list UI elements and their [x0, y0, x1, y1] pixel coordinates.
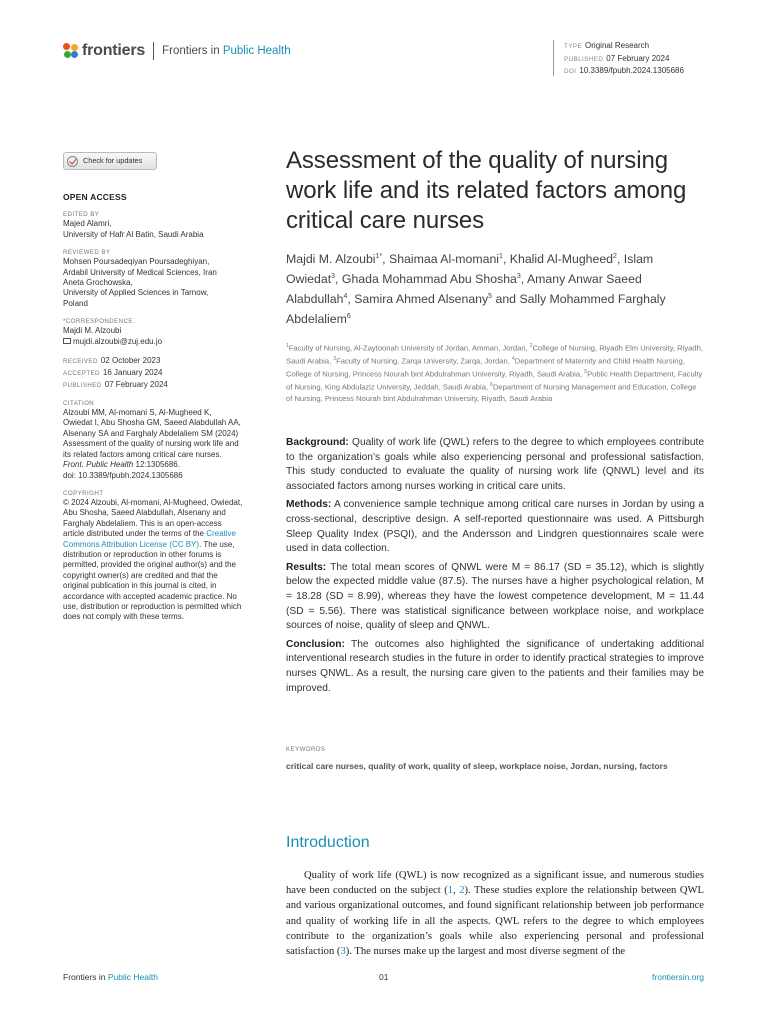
- type-row: TYPE Original Research: [564, 41, 650, 50]
- correspondence-email[interactable]: mujdi.alzoubi@zuj.edu.jo: [63, 337, 243, 347]
- reviewed-by: Mohsen Poursadeqiyan Poursadeghiyan, Ardabil University of Medical Sciences, Iran Aneta Grochowska, University of Applied Sciences in Tarnow, Poland: [63, 257, 217, 308]
- citation-label: CITATION: [63, 400, 95, 408]
- check-for-updates-button[interactable]: Check for updates: [63, 152, 157, 170]
- affiliation-text: Department of Nursing Management and Education, College of Nursing, Princess Nourah bint Abdulrahman University, Riyadh, Saudi Arabia: [286, 383, 697, 403]
- article-sidebar: [63, 152, 243, 623]
- affiliation-sup: 5: [584, 369, 588, 376]
- published-date: 07 February 2024: [104, 380, 168, 390]
- mail-icon: [63, 338, 71, 344]
- author-name[interactable]: Majdi M. Alzoubi: [286, 252, 376, 267]
- affiliation-text: Faculty of Nursing, Al-Zaytoonah University of Jordan, Amman, Jordan,: [288, 343, 530, 353]
- edited-by-label: EDITED BY: [63, 211, 100, 219]
- keywords-label: KEYWORDS: [286, 746, 326, 753]
- reference-link[interactable]: 2: [459, 885, 465, 897]
- page-header: [63, 40, 713, 76]
- open-access-label: OPEN ACCESS: [63, 192, 127, 202]
- article-header: [286, 146, 704, 404]
- author-affiliation-sup: 5: [488, 293, 493, 301]
- abstract-conclusion: Conclusion: The outcomes also highlighted the significance of undertaking additional interventional research studies in the future in order to identify practical strategies to improve nurses QNWL. As a result, the nursing care given to the patients and their families may be improved.: [286, 638, 704, 694]
- introduction-paragraph: Quality of work life (QWL) is now recognized as a significant issue, and numerous studies have been conducted on the subject (1, 2). These studies explore the relationship between QWL and various organizational outcomes, and found significant relationship between job performance and quality of working life in all the aspects. QWL refers to the degree to which employees contribute to the organization’s goals while also experiencing personal and professional satisfaction (3). The nurses make up the largest and most diverse segment of the: [286, 870, 704, 958]
- author-name[interactable]: Islam Owiedat: [286, 252, 654, 287]
- brand-name: frontiers: [82, 42, 146, 59]
- affiliation-sup: 3: [333, 356, 337, 363]
- introduction-heading: Introduction: [286, 834, 370, 851]
- affiliation-sup: 1: [286, 343, 289, 350]
- author-affiliation-sup: 6: [346, 313, 351, 321]
- license-link[interactable]: Creative Commons Attribution License (CC BY): [63, 529, 236, 549]
- abstract-methods: Methods: A convenience sample technique among critical care nurses in Jordan by using a cross-sectional, descriptive design. A self-reported questionnaire was used. A Pittsburgh Sleep Quality Index (PSQI), and the Andersson and Lindgren questionnaires scale were used in data collection.: [286, 499, 704, 555]
- received-date: 02 October 2023: [100, 356, 161, 366]
- keywords: critical care nurses, quality of work, quality of sleep, workplace noise, Jordan, nursing, factors: [286, 761, 668, 771]
- affiliation-text: Faculty of Nursing, Zarqa University, Zarqa, Jordan,: [336, 356, 512, 366]
- author-name[interactable]: Shaimaa Al-momani: [389, 252, 500, 267]
- abstract: [286, 436, 704, 700]
- journal-prefix: Frontiers in: [162, 45, 220, 57]
- footer-journal[interactable]: Frontiers in Public Health: [63, 972, 158, 982]
- journal-name[interactable]: [162, 45, 291, 57]
- author-list: Majdi M. Alzoubi$^{1*}$, Shaimaa Al-momani$^1$, Khalid Al-Mugheed$^2$, Islam Owiedat$^3$, Ghada Mohammad Abu Shosha$^3$, Amany Anwar Saeed Alabdullah$^4$, Samira Ahmed Alsenany$^5$ and Sally Mohammed Farghaly Abdelaliem$^6$: [286, 252, 666, 327]
- edited-by: Majed Alamri, University of Hafr Al Batin, Saudi Arabia: [63, 219, 204, 239]
- reviewed-by-label: REVIEWED BY: [63, 249, 111, 257]
- affiliation-text: Department of Maternity and Child Health Nursing, College of Nursing, Princess Nourah bint Abdulrahman University, Riyadh, Saudi Arabia,: [286, 356, 685, 379]
- doi-row: DOI 10.3389/fpubh.2024.1305686: [564, 66, 684, 75]
- author-affiliation-sup: 3: [331, 273, 336, 281]
- affiliation-text: Public Health Department, Faculty of Nursing, King Abdulaziz University, Jeddah, Saudi Arabia,: [286, 369, 703, 392]
- site-link[interactable]: frontiersin.org: [652, 972, 704, 982]
- correspondence-label: *CORRESPONDENCE: [63, 318, 133, 326]
- citation: Alzoubi MM, Al-momani S, Al-Mugheed K, Owiedat I, Abu Shosha GM, Saeed Alabdullah AA, Alsenany SA and Farghaly Abdelaliem SM (2024) Assessment of the quality of nursing work life and its related factors among critical care nurses. Front. Public Health 12:1305686. doi: 10.3389/fpubh.2024.1305686: [63, 408, 241, 480]
- affiliation-sup: 2: [529, 343, 533, 350]
- author-affiliation-sup: 1: [499, 253, 503, 260]
- author-affiliation-sup: 3: [516, 273, 521, 281]
- affiliation-text: College of Nursing, Riyadh Elm University, Riyadh, Saudi Arabia,: [286, 343, 703, 366]
- author-affiliation-sup: 2: [613, 253, 617, 260]
- published-row: PUBLISHED 07 February 2024: [564, 53, 670, 63]
- affiliation-sup: 4: [511, 356, 515, 363]
- journal-title: Public Health: [222, 45, 291, 57]
- author-name[interactable]: Khalid Al-Mugheed: [509, 252, 614, 267]
- abstract-results: Results: The total mean scores of QNWL were M = 86.17 (SD = 35.12), which is slightly below the expected middle value (87.5). The nurses have a higher psychological relation, M = 18.28 (SD = 8.99), whereas they have the lowest competence development, M = 11.44 (SD = 5.56). There was statistical significance between workplace noise, and workplace sources of noise, quality of sleep and QNWL.: [286, 561, 704, 632]
- author-name[interactable]: Ghada Mohammad Abu Shosha: [341, 272, 517, 287]
- frontiers-logo-icon: [63, 43, 79, 59]
- correspondence-name: Majdi M. Alzoubi: [63, 326, 122, 336]
- author-name[interactable]: Amany Anwar Saeed Alabdullah: [286, 272, 642, 307]
- affiliations: [286, 341, 704, 404]
- divider: [153, 42, 154, 60]
- page-number: 01: [379, 972, 389, 982]
- dates: RECEIVED 02 October 2023 ACCEPTED 16 January 2024 PUBLISHED 07 February 2024: [63, 356, 168, 390]
- reference-link[interactable]: 3: [340, 946, 346, 958]
- article-title: Assessment of the quality of nursing work life and its related factors among critical care nurses: [286, 147, 687, 234]
- author-name[interactable]: Sally Mohammed Farghaly Abdelaliem: [286, 292, 666, 327]
- copyright-label: COPYRIGHT: [63, 489, 104, 497]
- author-name[interactable]: Samira Ahmed Alsenany: [354, 292, 489, 307]
- author-affiliation-sup: 1*: [375, 253, 383, 260]
- reference-link[interactable]: 1: [447, 885, 454, 897]
- copyright: © 2024 Alzoubi, Al-momani, Al-Mugheed, Owiedat, Abu Shosha, Saeed Alabdullah, Alsenany and Farghaly Abdelaliem. This is an open-access article distributed under the terms of the Creative Commons Attribution License (CC BY). The use, distribution or reproduction in other forums is permitted, provided the original author(s) and the copyright owner(s) are credited and that the original publication in this journal is cited, in accordance with accepted academic practice. No use, distribution or reproduction is permitted which does not comply with these terms.: [63, 497, 243, 622]
- author-affiliation-sup: 4: [343, 293, 348, 301]
- abstract-background: Background: Quality of work life (QWL) refers to the degree to which employees contribute to the organization’s goals while also experiencing personal and professional satisfaction. This study conducted to evaluate the quality of nursing work life (QNWL) level and its associated factors among nurses working in critical care units.: [286, 437, 704, 492]
- accepted-date: 16 January 2024: [102, 368, 163, 378]
- article-meta: [553, 40, 684, 76]
- affiliation-sup: 6: [490, 382, 493, 389]
- check-icon: [67, 156, 78, 167]
- frontiers-logo[interactable]: [63, 42, 291, 60]
